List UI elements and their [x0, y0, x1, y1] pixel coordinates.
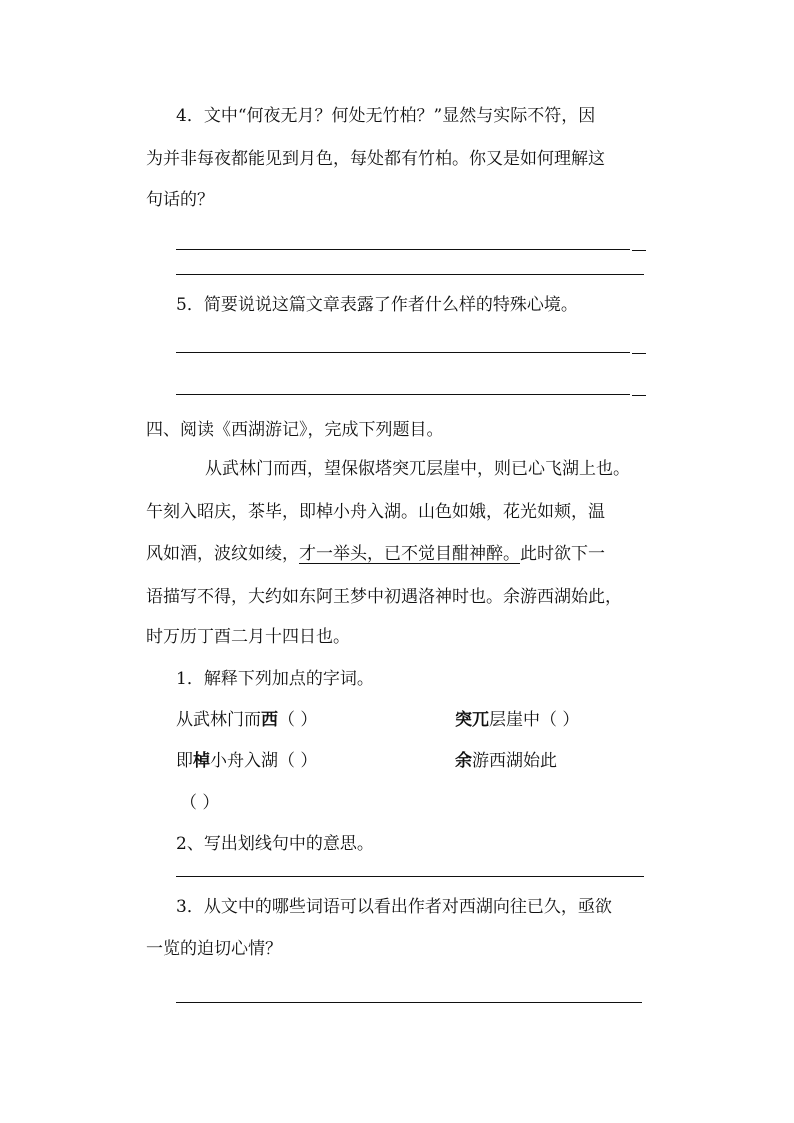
q4-answer-line-1-tail	[632, 250, 646, 251]
q5-answer-line-2-tail	[632, 395, 646, 396]
sub-q3-line-1: 3．从文中的哪些词语可以看出作者对西湖向往已久，亟欲	[176, 897, 612, 917]
passage-line-2: 午刻入昭庆，茶毕，即棹小舟入湖。山色如娥，花光如颊，温	[146, 502, 605, 522]
passage-line-4: 语描写不得，大约如东阿王梦中初遇洛神时也。余游西湖始此，	[146, 587, 622, 607]
q5-answer-line-2[interactable]	[176, 394, 630, 395]
vocab-item-4-text: 游西湖始此	[472, 751, 557, 771]
vocab-item-4	[455, 753, 557, 770]
sub-q3-line-2: 一览的迫切心情？	[146, 939, 282, 959]
vocab-item-2-blank[interactable]: （ ）	[540, 710, 580, 730]
vocab-item-4-blank[interactable]: （ ）	[180, 793, 220, 813]
vocab-item-2-text: 层崖中	[489, 710, 540, 730]
vocab-item-3-keyword: 棹	[193, 751, 210, 771]
vocab-item-1-text: 从武林门而	[176, 710, 261, 730]
vocab-item-1-keyword: 西	[261, 710, 278, 730]
q4-line-1: 4．文中“何夜无月？何处无竹柏？”显然与实际不符，因	[176, 106, 596, 126]
q5-answer-line-1[interactable]	[176, 352, 630, 353]
q5-prompt: 5．简要说说这篇文章表露了作者什么样的特殊心境。	[176, 295, 578, 315]
underlined-sentence: 才一举头，已不觉目酣神醉。	[299, 544, 520, 564]
sub-q1-prompt: 1．解释下列加点的字词。	[176, 669, 374, 689]
section-4-heading: 四、阅读《西湖游记》，完成下列题目。	[146, 420, 444, 440]
q4-line-3: 句话的？	[146, 190, 214, 210]
passage-line-3	[146, 546, 605, 563]
vocab-item-3-blank[interactable]: （ ）	[278, 751, 318, 771]
sub-q2-answer-line[interactable]	[176, 876, 644, 877]
passage-line-3-end: 此时欲下一	[520, 544, 605, 564]
vocab-item-3-text-post: 小舟入湖	[210, 751, 278, 771]
q4-line-2: 为并非每夜都能见到月色，每处都有竹柏。你又是如何理解这	[146, 149, 605, 169]
sub-q2-prompt: 2、写出划线句中的意思。	[176, 834, 374, 854]
vocab-item-1	[176, 712, 317, 729]
vocab-item-3-text-pre: 即	[176, 751, 193, 771]
vocab-item-1-blank[interactable]: （ ）	[278, 710, 318, 730]
q5-answer-line-1-tail	[632, 353, 646, 354]
passage-line-3-start: 风如酒，波纹如绫，	[146, 544, 299, 564]
vocab-item-2-keyword: 突兀	[455, 710, 489, 730]
q4-answer-line-1[interactable]	[176, 249, 630, 250]
sub-q3-answer-line[interactable]	[176, 1002, 642, 1003]
q4-answer-line-2[interactable]	[176, 274, 644, 275]
passage-line-1: 从武林门而西，望保俶塔突兀层崖中，则已心飞湖上也。	[205, 459, 630, 479]
vocab-item-3	[176, 753, 317, 770]
vocab-item-4-keyword: 余	[455, 751, 472, 771]
passage-line-5: 时万历丁酉二月十四日也。	[146, 627, 350, 647]
vocab-item-2	[455, 712, 579, 729]
